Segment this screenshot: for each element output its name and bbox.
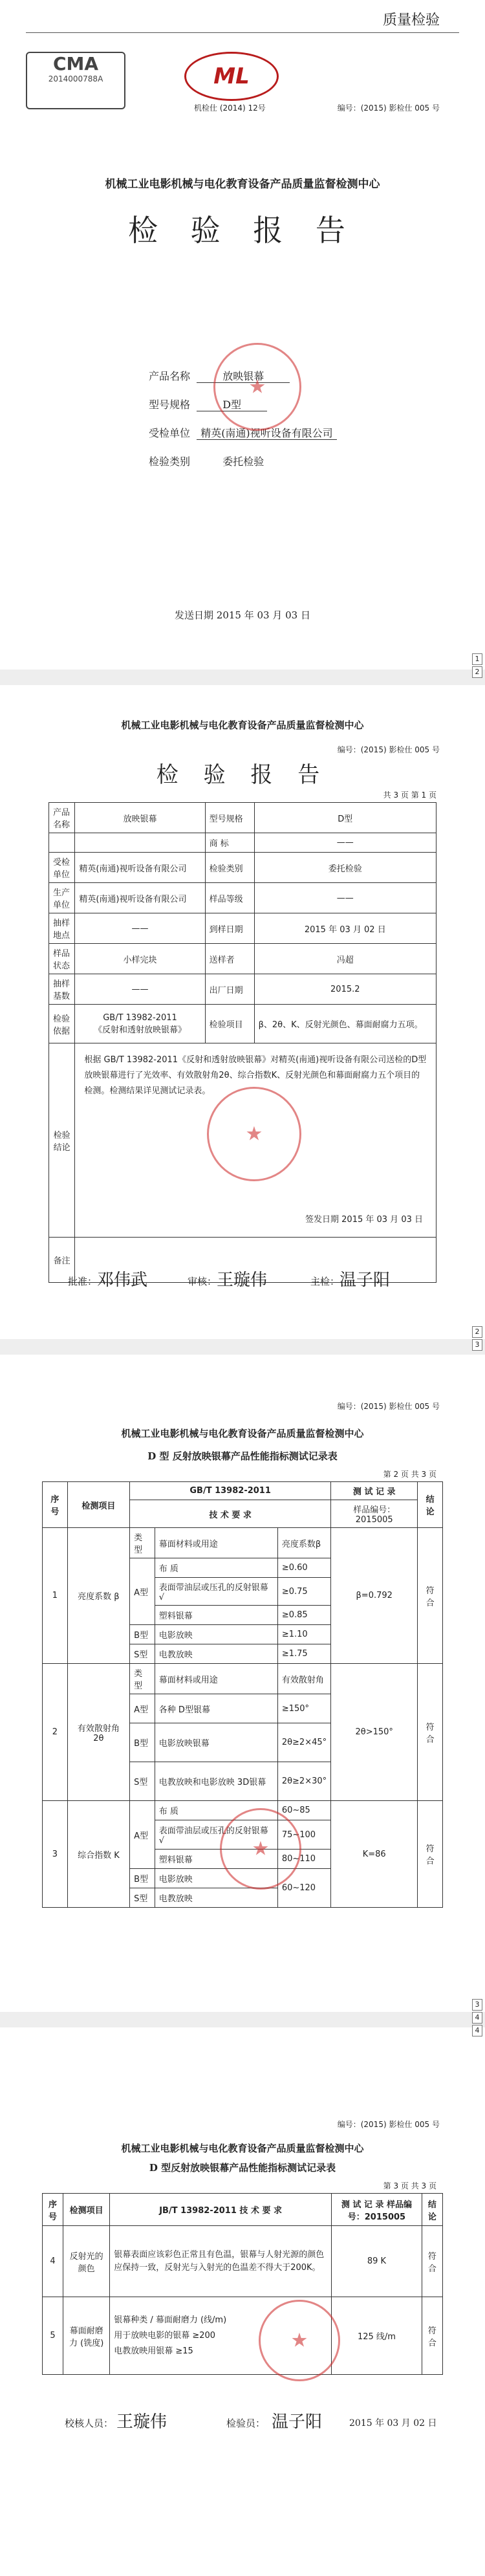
official-seal: ★ — [259, 2300, 340, 2381]
issue-date: 发送日期 2015 年 03 月 03 日 — [175, 609, 310, 621]
row-item: 有效散射角 2θ — [67, 1664, 129, 1801]
value-site: —— — [75, 913, 205, 944]
cell-value: 2θ≥2×45° — [277, 1723, 330, 1762]
label-sender: 送样者 — [205, 944, 254, 974]
row-record: 2θ>150° — [331, 1664, 418, 1801]
label-site: 抽样地点 — [49, 913, 75, 944]
row-no: 4 — [43, 2226, 63, 2297]
tester-label: 校核人员： — [65, 2418, 114, 2429]
row-record: β=0.792 — [331, 1528, 418, 1664]
cell-type: S型 — [130, 1888, 155, 1908]
page-tabs-2 — [472, 1326, 482, 1352]
ml-text: ML — [213, 63, 250, 89]
page-separator — [0, 670, 485, 685]
cell-value: 75~100 — [277, 1820, 330, 1850]
value-prod-date: 2015.2 — [254, 974, 436, 1005]
doc-number: 编号：(2015) 影检仕 005 号 — [337, 745, 440, 754]
label-client: 受检单位 — [49, 853, 75, 883]
label-basis: 检验依据 — [49, 1005, 75, 1043]
record-date: 2015 年 03 月 02 日 — [349, 2418, 437, 2429]
doc-number: 编号：(2015) 影检仕 005 号 — [337, 1402, 440, 1411]
cell-type: 类型 — [130, 1664, 155, 1694]
page-tab[interactable]: 2 — [472, 1326, 482, 1338]
page-tab[interactable]: 2 — [472, 666, 482, 678]
summary-table — [48, 802, 436, 1283]
cell-value: ≥0.85 — [277, 1606, 330, 1625]
row-result: 符合 — [422, 2226, 442, 2297]
row-result: 符合 — [418, 1528, 443, 1664]
cell-material: 塑料银幕 — [155, 1606, 277, 1625]
conclusion-text: 根据 GB/T 13982-2011《反射和透射放映银幕》对精英(南通)视听设备有限公司送检的D型放映银幕进行了光效率、有效散射角2θ、综合指数K、反射光颜色和幕面耐腐力五个项目的检测。检测结果详见测试记录表。 — [84, 1055, 427, 1096]
doc-number: 编号：(2015) 影检仕 005 号 — [337, 104, 440, 113]
cell-type: A型 — [130, 1694, 155, 1723]
header-right-label: 质量检验 — [382, 12, 440, 28]
cell-material: 布 质 — [155, 1558, 277, 1578]
page-separator — [0, 2012, 485, 2027]
label-remark: 备注 — [49, 1238, 75, 1283]
row-item: 反射光的颜色 — [63, 2226, 110, 2297]
value-basis: GB/T 13982-2011 《反射和透射放映银幕》 — [75, 1005, 205, 1043]
cell-type: S型 — [130, 1644, 155, 1664]
official-seal: ★ — [207, 1087, 301, 1181]
cell-material: 幕面材料或用途 — [155, 1664, 277, 1694]
cma-logo: CMA 2014000788A — [26, 52, 125, 109]
row-result: 符合 — [422, 2297, 442, 2375]
org-name: 机械工业电影机械与电化教育设备产品质量监督检测中心 — [121, 719, 364, 731]
checker-signature: 温子阳 — [272, 2412, 323, 2432]
value-client: 精英(南通)视听设备有限公司 — [75, 853, 205, 883]
value-items: β、2θ、K、反射光颜色、幕面耐腐力五项。 — [254, 1005, 436, 1043]
cell-type: A型 — [130, 1801, 155, 1869]
cell-value: 60~120 — [277, 1869, 330, 1908]
value-model: D型 — [254, 803, 436, 833]
official-seal: ★ — [220, 1808, 301, 1890]
page-tabs-1 — [472, 653, 482, 679]
cell-material: 电影放映 — [155, 1625, 277, 1644]
page-number: 共 3 页 第 1 页 — [383, 791, 436, 800]
value-base: —— — [75, 974, 205, 1005]
col-no: 序号 — [43, 1482, 68, 1528]
cell-material: 表面带油层或压孔的反射银幕 √ — [155, 1578, 277, 1606]
page-tab[interactable]: 3 — [472, 1999, 482, 2011]
label-category: 检验类别 — [205, 853, 254, 883]
review-label: 审核： — [188, 1276, 217, 1287]
row-item: 幕面耐磨力 (铣度) — [63, 2297, 110, 2375]
value-arrive: 2015 年 03 月 02 日 — [254, 913, 436, 944]
page-tab[interactable]: 4 — [472, 2012, 482, 2024]
row-item: 亮度系数 β — [67, 1528, 129, 1664]
col-no: 序号 — [43, 2194, 63, 2226]
col-result: 结论 — [418, 1482, 443, 1528]
test-signature: 温子阳 — [339, 1271, 391, 1290]
cell-type: B型 — [130, 1869, 155, 1888]
official-seal: ★ — [213, 343, 301, 431]
cover-field-client: 受检单位 精英(南通)视听设备有限公司 — [149, 419, 420, 448]
value-grade: —— — [254, 883, 436, 913]
review-signature: 王璇伟 — [217, 1271, 268, 1290]
value-state: 小样完块 — [75, 944, 205, 974]
report-summary-page — [0, 686, 485, 1333]
cell-material: 电影放映 — [155, 1869, 277, 1888]
cell-value: 80~110 — [277, 1850, 330, 1869]
col-item: 检测项目 — [63, 2194, 110, 2226]
col-result: 结论 — [422, 2194, 442, 2226]
cma-code: 2014000788A — [48, 74, 103, 83]
cell-value: ≥150° — [277, 1694, 330, 1723]
value-category: 委托检验 — [254, 853, 436, 883]
page-number: 第 2 页 共 3 页 — [383, 1470, 436, 1479]
label-items: 检验项目 — [205, 1005, 254, 1043]
row-requirement: 银幕表面应该彩色正常且有色温，银幕与人射光源的颜色应保持一致，反射光与入射光的色温差不得大于200K。 — [110, 2226, 332, 2297]
row-no: 2 — [43, 1664, 68, 1801]
report-cover-page — [0, 0, 485, 666]
col-standard: GB/T 13982-2011 — [130, 1482, 331, 1500]
row-requirement: 银幕种类 / 幕面耐磨力 (线/m) 用于放映电影的银幕 ≥200 电教放映用银幕 ≥15 — [110, 2297, 332, 2375]
cell-value: ≥0.75 — [277, 1578, 330, 1606]
header-line — [26, 32, 459, 33]
test-record-page-2 — [0, 2028, 485, 2576]
label-grade: 样品等级 — [205, 883, 254, 913]
label-product: 产品名称 — [49, 803, 75, 833]
value-product: 放映银幕 — [75, 803, 205, 833]
ml-code: 机检仕 (2014) 12号 — [194, 104, 266, 113]
page-tab[interactable]: 4 — [472, 2025, 482, 2036]
cell-type: B型 — [130, 1625, 155, 1644]
page-tabs-3 — [472, 1999, 482, 2038]
sub-head-value: 亮度系数β — [277, 1528, 330, 1558]
cell-value: 60~85 — [277, 1801, 330, 1820]
row-result: 符合 — [418, 1801, 443, 1908]
value-trademark: —— — [254, 833, 436, 853]
cover-field-product: 产品名称 放映银幕 — [149, 362, 420, 391]
cell-value: 2θ≥2×30° — [277, 1762, 330, 1801]
row-result: 符合 — [418, 1664, 443, 1801]
row-no: 5 — [43, 2297, 63, 2375]
cell-value: ≥1.10 — [277, 1625, 330, 1644]
col-requirement: 技 术 要 求 — [130, 1500, 331, 1528]
row-record: 89 K — [332, 2226, 422, 2297]
label-base: 抽样基数 — [49, 974, 75, 1005]
org-name: 机械工业电影机械与电化教育设备产品质量监督检测中心 — [121, 1428, 364, 1439]
cell-material: 表面带油层或压孔的反射银幕 √ — [155, 1820, 277, 1850]
test-label: 主检： — [310, 1276, 340, 1287]
cell-value: ≥0.60 — [277, 1558, 330, 1578]
label-state: 样品状态 — [49, 944, 75, 974]
cell-material: 电教放映和电影放映 3D银幕 — [155, 1762, 277, 1801]
row-record: K=86 — [331, 1801, 418, 1908]
tester-signature: 王璇伟 — [116, 2412, 167, 2432]
value-sender: 冯超 — [254, 944, 436, 974]
table-title: D 型反射放映银幕产品性能指标测试记录表 — [149, 2162, 336, 2174]
label-maker: 生产单位 — [49, 883, 75, 913]
label-conclusion: 检验结论 — [49, 1043, 75, 1238]
col-record: 测 试 记 录 — [331, 1482, 418, 1500]
test-record-page-1 — [0, 1355, 485, 2002]
cover-field-category: 检验类别 委托检验 — [149, 455, 264, 468]
ml-logo — [184, 52, 279, 101]
page-tab[interactable]: 1 — [472, 653, 482, 665]
cell-type: A型 — [130, 1558, 155, 1625]
cell-material: 电教放映 — [155, 1644, 277, 1664]
page-separator — [0, 1339, 485, 1355]
sign-date: 签发日期 2015 年 03 月 03 日 — [305, 1215, 423, 1225]
org-name: 机械工业电影机械与电化教育设备产品质量监督检测中心 — [121, 2143, 364, 2154]
cell-material: 各种 D型银幕 — [155, 1694, 277, 1723]
sub-head-type: 类型 — [130, 1528, 155, 1558]
approve-label: 批准： — [68, 1276, 98, 1287]
cell-material: 电教放映 — [155, 1888, 277, 1908]
col-sample-no: 样品编号：2015005 — [331, 1500, 418, 1528]
cell-material: 塑料银幕 — [155, 1850, 277, 1869]
cell-type: B型 — [130, 1723, 155, 1762]
approve-signature: 邓伟武 — [97, 1271, 148, 1290]
col-item: 检测项目 — [67, 1482, 129, 1528]
report-title: 检 验 报 告 — [128, 213, 357, 248]
table-title: D 型 反射放映银幕产品性能指标测试记录表 — [147, 1450, 338, 1462]
label-arrive: 到样日期 — [205, 913, 254, 944]
checker-label: 检验员： — [226, 2418, 266, 2429]
cell-type: S型 — [130, 1762, 155, 1801]
doc-number: 编号：(2015) 影检仕 005 号 — [337, 2120, 440, 2129]
cell-material: 电影放映银幕 — [155, 1723, 277, 1762]
test-record-table-2 — [42, 2193, 443, 2375]
label-model: 型号规格 — [205, 803, 254, 833]
label-prod-date: 出厂日期 — [205, 974, 254, 1005]
col-requirement: JB/T 13982-2011 技 术 要 求 — [110, 2194, 332, 2226]
label-trademark: 商 标 — [205, 833, 254, 853]
value-maker: 精英(南通)视听设备有限公司 — [75, 883, 205, 913]
report-title: 检 验 报 告 — [156, 762, 329, 788]
row-no: 1 — [43, 1528, 68, 1664]
row-record: 125 线/m — [332, 2297, 422, 2375]
col-record: 测 试 记 录 样品编号：2015005 — [332, 2194, 422, 2226]
row-no: 3 — [43, 1801, 68, 1908]
org-name: 机械工业电影机械与电化教育设备产品质量监督检测中心 — [105, 178, 380, 191]
cover-field-model: 型号规格 D型 — [149, 391, 420, 419]
row-item: 综合指数 K — [67, 1801, 129, 1908]
cell-value: 有效散射角 — [277, 1664, 330, 1694]
sub-head-material: 幕面材料或用途 — [155, 1528, 277, 1558]
cell-material: 布 质 — [155, 1801, 277, 1820]
cell-value: ≥1.75 — [277, 1644, 330, 1664]
page-tab[interactable]: 3 — [472, 1339, 482, 1351]
page-number: 第 3 页 共 3 页 — [383, 2181, 436, 2190]
